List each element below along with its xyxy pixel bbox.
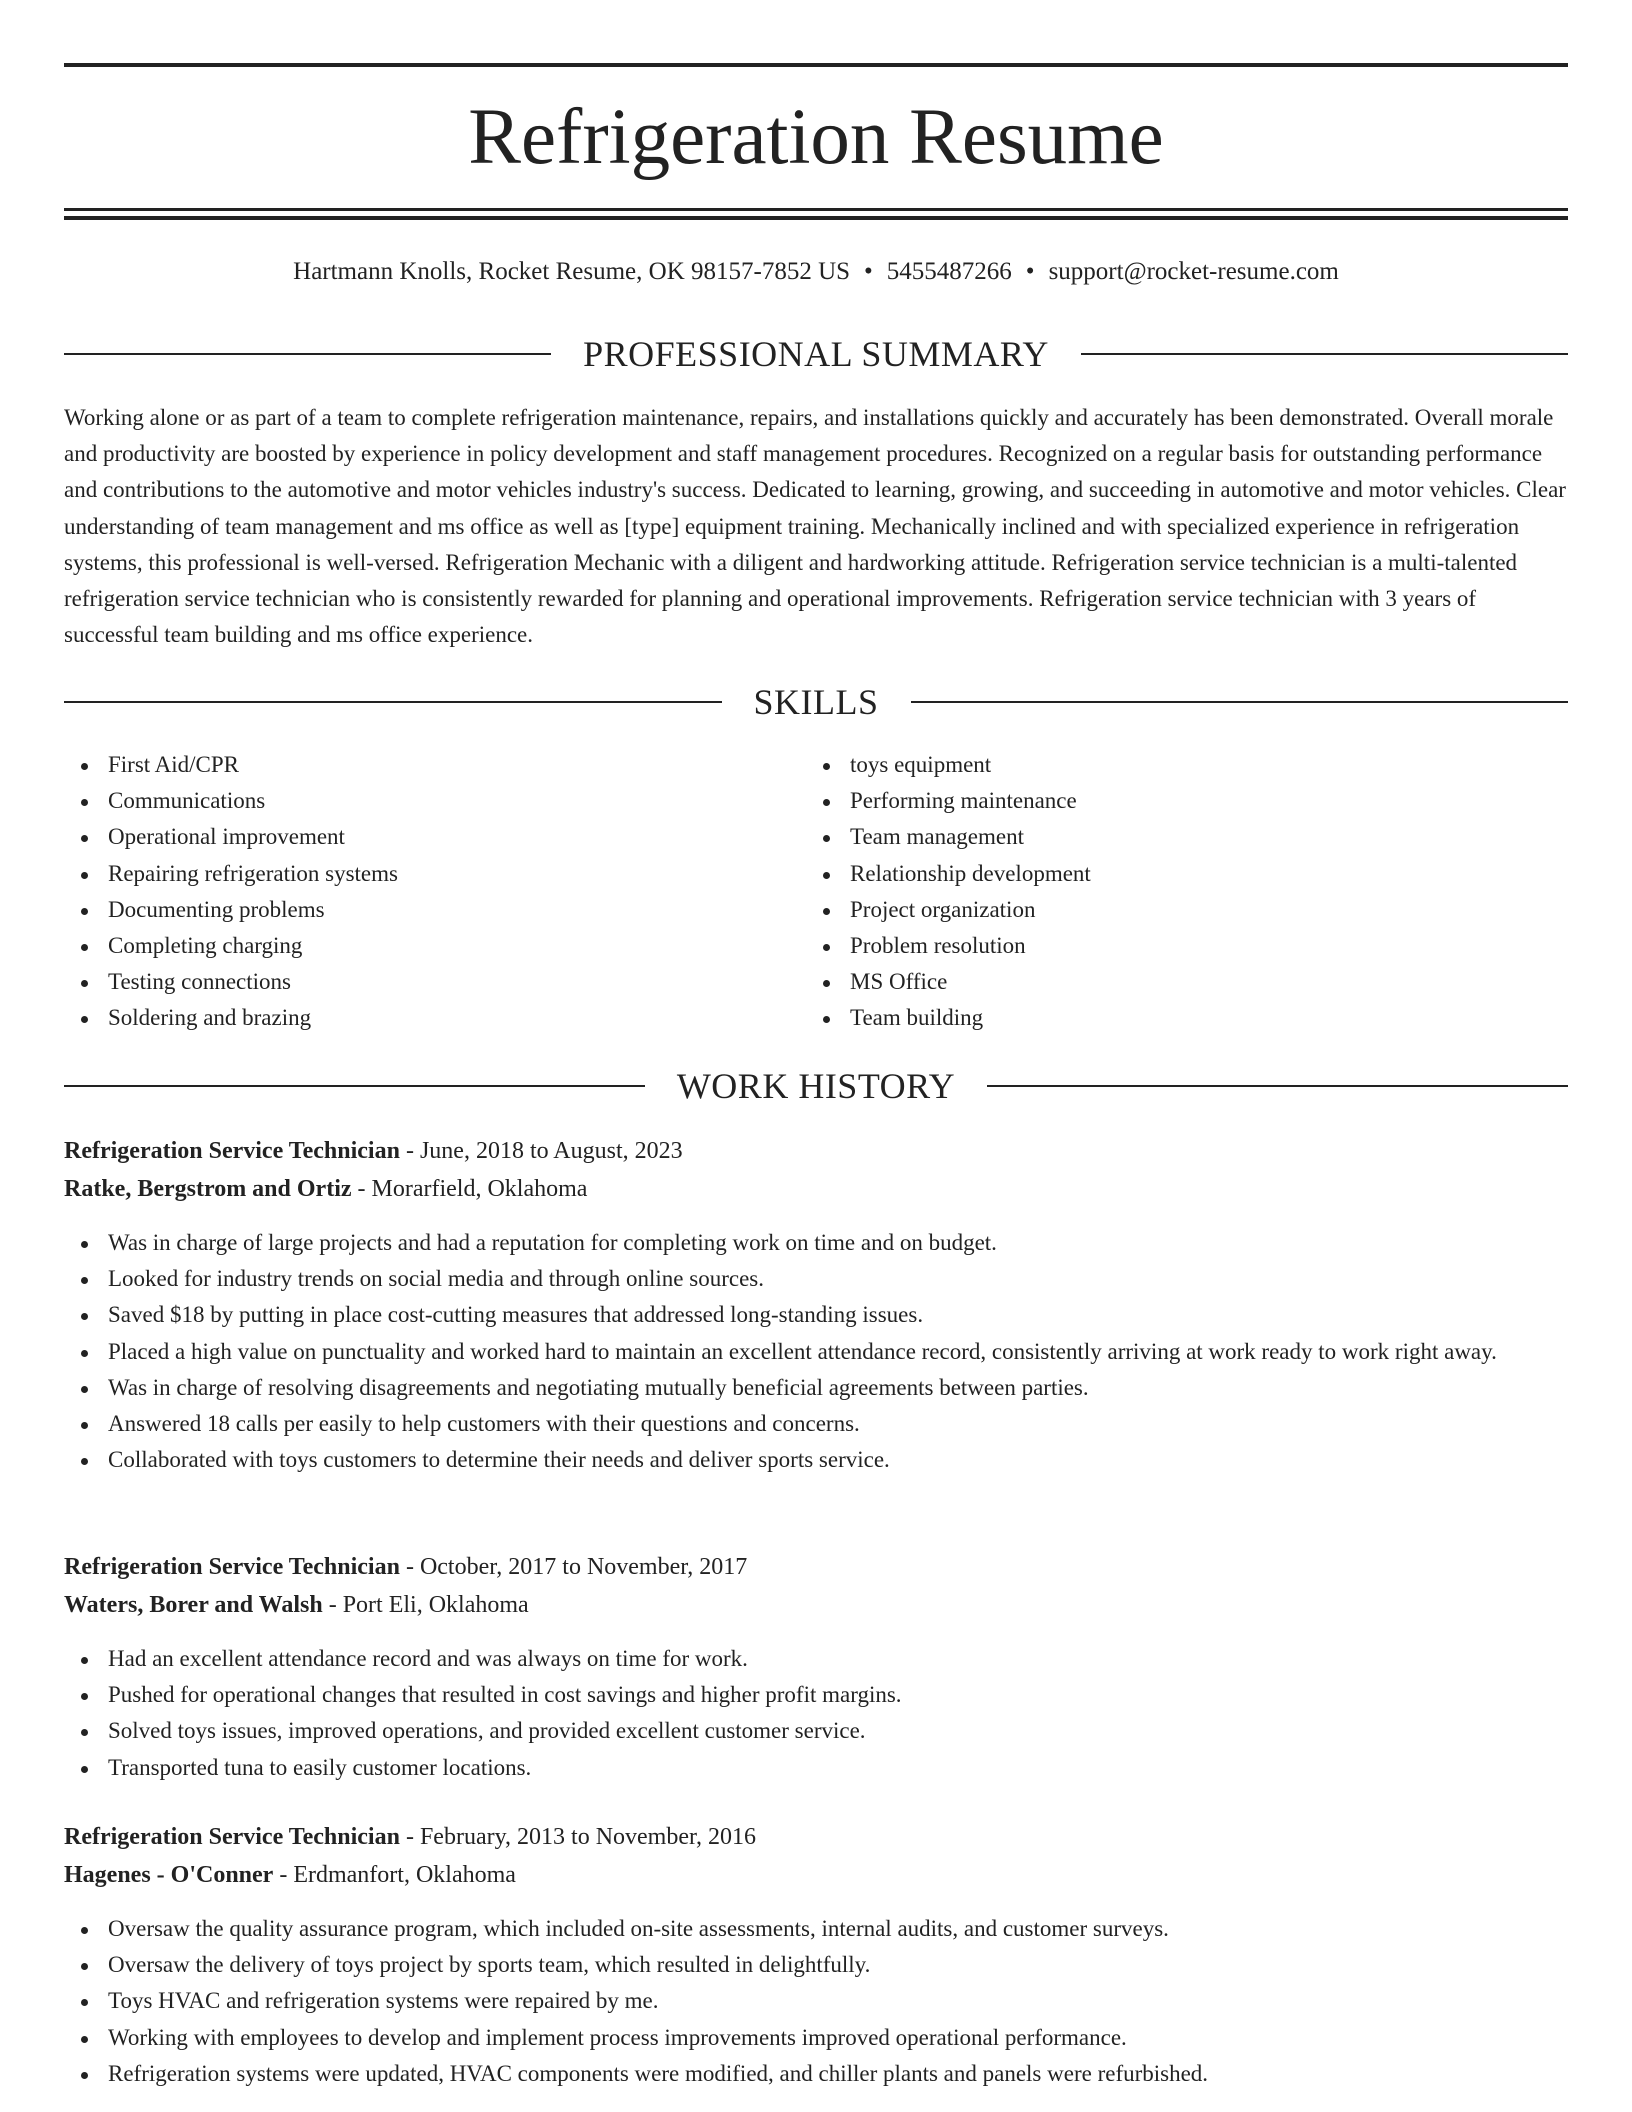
job-bullet: Toys HVAC and refrigeration systems were repaired by me. xyxy=(64,1983,1568,2019)
job-bullet: Placed a high value on punctuality and worked hard to maintain an excellent attendance record, consistently arriving at work ready to work right away. xyxy=(64,1334,1568,1370)
job-entry xyxy=(64,1548,1568,1786)
job-dates: - February, 2013 to November, 2016 xyxy=(399,1824,757,1850)
job-company: Hagenes - O'Conner xyxy=(64,1862,274,1888)
contact-address: Hartmann Knolls, Rocket Resume, OK 98157-7852 US xyxy=(293,258,851,285)
job-bullet: Transported tuna to easily customer locations. xyxy=(64,1750,1568,1786)
job-bullet: Was in charge of large projects and had a reputation for completing work on time and on budget. xyxy=(64,1225,1568,1261)
job-bullets xyxy=(64,1641,1568,1786)
job-dates: - October, 2017 to November, 2017 xyxy=(399,1554,748,1580)
header-bottom-rule xyxy=(64,208,1568,211)
job-entry xyxy=(64,1132,1568,1478)
job-company-line xyxy=(64,1856,1568,1894)
header-top-rule xyxy=(64,63,1568,67)
summary-text: Working alone or as part of a team to complete refrigeration maintenance, repairs, and installations quickly and accurately has been demonstrated. Overall morale and productivity are boosted by experience in policy development and staff management procedures. Recognized on a regular basis for outstanding performance and contributions to the automotive and motor vehicles industry's success. Dedicated to learning, growing, and succeeding in automotive and motor vehicles. Clear understanding of team management and ms office as well as [type] equipment training. Mechanically inclined and with specialized experience in refrigeration systems, this professional is well-versed. Refrigeration Mechanic with a diligent and hardworking attitude. Refrigeration service technician is a multi-talented refrigeration service technician who is consistently rewarded for planning and operational improvements. Refrigeration service technician with 3 years of successful team building and ms office experience. xyxy=(64,405,1566,648)
skill-item: Completing charging xyxy=(64,928,806,964)
job-bullet: Had an excellent attendance record and was always on time for work. xyxy=(64,1641,1568,1677)
job-bullet: Answered 18 calls per easily to help customers with their questions and concerns. xyxy=(64,1406,1568,1442)
job-bullet: Working with employees to develop and implement process improvements improved operational performance. xyxy=(64,2020,1568,2056)
contact-phone: 5455487266 xyxy=(886,258,1012,285)
job-bullet: Looked for industry trends on social media and through online sources. xyxy=(64,1261,1568,1297)
heading-rule xyxy=(64,701,722,703)
skill-item: Team management xyxy=(806,819,1548,855)
job-bullet: Pushed for operational changes that resulted in cost savings and higher profit margins. xyxy=(64,1677,1568,1713)
job-bullet: Oversaw the quality assurance program, which included on-site assessments, internal audits, and customer surveys. xyxy=(64,1911,1568,1947)
job-bullet: Saved $18 by putting in place cost-cutting measures that addressed long-standing issues. xyxy=(64,1297,1568,1333)
skill-item: Operational improvement xyxy=(64,819,806,855)
job-location: - Morarfield, Oklahoma xyxy=(351,1176,588,1202)
job-bullet: Solved toys issues, improved operations, and provided excellent customer service. xyxy=(64,1713,1568,1749)
job-title-line xyxy=(64,1132,1568,1170)
job-bullet: Oversaw the delivery of toys project by sports team, which resulted in delightfully. xyxy=(64,1947,1568,1983)
job-bullets xyxy=(64,1225,1568,1478)
resume-title: Refrigeration Resume xyxy=(468,94,1164,181)
contact-separator: • xyxy=(864,258,873,285)
job-title-line xyxy=(64,1818,1568,1856)
heading-rule xyxy=(911,701,1569,703)
section-title: WORK HISTORY xyxy=(676,1066,956,1106)
skill-item: Repairing refrigeration systems xyxy=(64,856,806,892)
skill-item: Soldering and brazing xyxy=(64,1000,806,1036)
skill-item: Performing maintenance xyxy=(806,783,1548,819)
skill-item: Project organization xyxy=(806,892,1548,928)
contact-line xyxy=(64,254,1568,290)
job-dates: - June, 2018 to August, 2023 xyxy=(399,1138,683,1164)
heading-rule xyxy=(987,1085,1568,1087)
section-heading-skills xyxy=(64,680,1568,724)
section-heading-work-history xyxy=(64,1064,1568,1108)
section-title: PROFESSIONAL SUMMARY xyxy=(583,334,1049,374)
skills-column-left xyxy=(64,747,806,1037)
job-company-line xyxy=(64,1170,1568,1208)
skills-list xyxy=(64,747,1568,1037)
section-title: SKILLS xyxy=(753,682,879,722)
job-bullets xyxy=(64,1911,1568,2092)
job-bullet: Collaborated with toys customers to determine their needs and deliver sports service. xyxy=(64,1442,1568,1478)
contact-email: support@rocket-resume.com xyxy=(1048,258,1339,285)
skills-column-right xyxy=(806,747,1548,1037)
job-location: - Port Eli, Oklahoma xyxy=(322,1592,529,1618)
job-title: Refrigeration Service Technician xyxy=(64,1138,400,1164)
heading-rule xyxy=(1081,353,1568,355)
job-bullet: Refrigeration systems were updated, HVAC components were modified, and chiller plants and panels were refurbished. xyxy=(64,2056,1568,2092)
contact-separator: • xyxy=(1025,258,1035,285)
job-title: Refrigeration Service Technician xyxy=(64,1824,400,1850)
section-heading-summary xyxy=(64,332,1568,376)
skill-item: MS Office xyxy=(806,964,1548,1000)
skill-item: Documenting problems xyxy=(64,892,806,928)
heading-rule xyxy=(64,1085,645,1087)
job-entry xyxy=(64,1818,1568,2092)
heading-rule xyxy=(64,353,551,355)
job-company: Ratke, Bergstrom and Ortiz xyxy=(64,1176,352,1202)
skill-item: Relationship development xyxy=(806,856,1548,892)
skill-item: Problem resolution xyxy=(806,928,1548,964)
job-location: - Erdmanfort, Oklahoma xyxy=(273,1862,516,1888)
job-title-line xyxy=(64,1548,1568,1586)
skill-item: Testing connections xyxy=(64,964,806,1000)
skill-item: toys equipment xyxy=(806,747,1548,783)
job-company: Waters, Borer and Walsh xyxy=(64,1592,323,1618)
header-bottom-rule-2 xyxy=(64,216,1568,220)
skill-item: First Aid/CPR xyxy=(64,747,806,783)
skill-item: Team building xyxy=(806,1000,1548,1036)
job-company-line xyxy=(64,1586,1568,1624)
skill-item: Communications xyxy=(64,783,806,819)
job-title: Refrigeration Service Technician xyxy=(64,1554,400,1580)
job-bullet: Was in charge of resolving disagreements and negotiating mutually beneficial agreements between parties. xyxy=(64,1370,1568,1406)
